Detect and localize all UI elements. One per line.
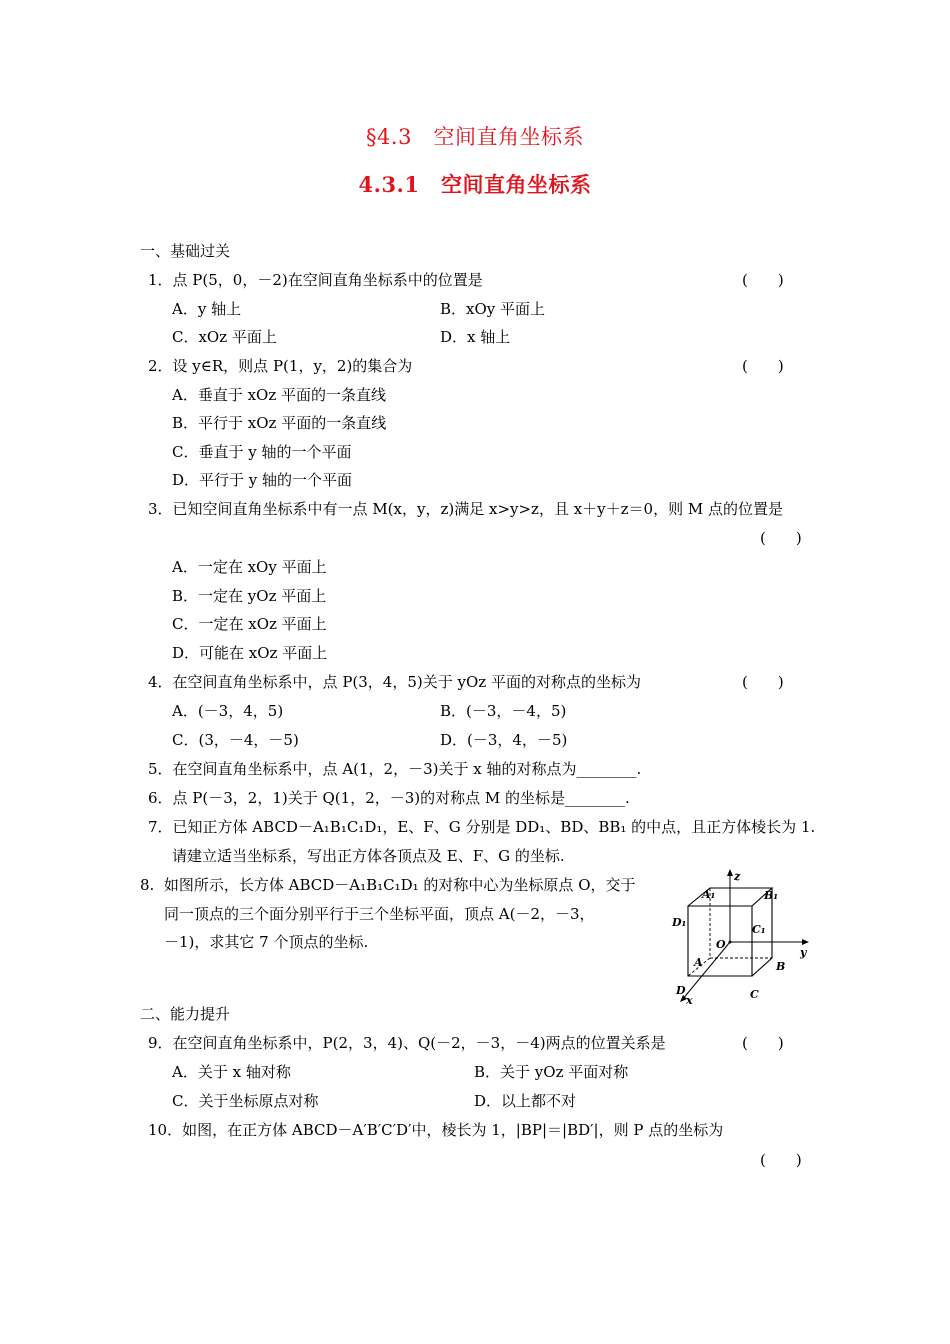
question-2-option-d: D．平行于 y 轴的一个平面 [172, 471, 353, 489]
part-heading-advanced: 二、能力提升 [140, 1005, 231, 1023]
label-a1: A₁ [702, 888, 716, 901]
question-3-stem: 3．已知空间直角坐标系中有一点 M(x，y，z)满足 x>y>z，且 x＋y＋z＝0，则 M 点的位置是 [148, 500, 783, 518]
label-c: C [750, 988, 759, 1001]
label-c1: C₁ [752, 923, 766, 936]
question-7-line-2: 请建立适当坐标系，写出正方体各顶点及 E、F、G 的坐标. [172, 847, 565, 865]
question-8-line-2: 同一顶点的三个面分别平行于三个坐标平面，顶点 A(－2，－3， [164, 905, 595, 923]
question-9-answer-bracket: ( ) [742, 1034, 784, 1052]
question-1-option-a: A．y 轴上 [172, 300, 242, 318]
question-2-option-b: B．平行于 xOz 平面的一条直线 [172, 414, 387, 432]
question-4-answer-bracket: ( ) [742, 673, 784, 691]
question-2-option-a: A．垂直于 xOz 平面的一条直线 [172, 386, 387, 404]
question-6-stem: 6．点 P(－3，2，1)关于 Q(1，2，－3)的对称点 M 的坐标是________. [148, 789, 630, 807]
question-8-line-1: 8. 如图所示，长方体 ABCD－A₁B₁C₁D₁ 的对称中心为坐标原点 O，交于 [140, 876, 636, 894]
question-1-option-b: B．xOy 平面上 [440, 300, 546, 318]
question-9-option-a: A．关于 x 轴对称 [172, 1063, 291, 1081]
question-4-option-c: C．(3，－4，－5) [172, 731, 299, 749]
axis-label-z: z [734, 870, 741, 883]
question-9-option-b: B．关于 yOz 平面对称 [474, 1063, 629, 1081]
question-1-answer-bracket: ( ) [742, 271, 784, 289]
question-3-option-c: C．一定在 xOz 平面上 [172, 615, 327, 633]
label-b1: B₁ [764, 889, 779, 902]
label-d: D [676, 984, 686, 997]
question-9-stem: 9．在空间直角坐标系中，P(2，3，4)、Q(－2，－3，－4)两点的位置关系是 [148, 1034, 666, 1052]
question-3-option-b: B．一定在 yOz 平面上 [172, 587, 327, 605]
label-d1: D₁ [672, 916, 687, 929]
question-5-stem: 5．在空间直角坐标系中，点 A(1，2，－3)关于 x 轴的对称点为________. [148, 760, 642, 778]
question-3-answer-bracket: ( ) [760, 529, 802, 547]
question-4-option-b: B．(－3，－4，5) [440, 702, 567, 720]
question-7-line-1: 7．已知正方体 ABCD－A₁B₁C₁D₁，E、F、G 分别是 DD₁、BD、BB₁ 的中点，且正方体棱长为 1. [148, 818, 816, 836]
cuboid-coordinate-figure [668, 866, 816, 1006]
question-9-option-d: D．以上都不对 [474, 1092, 577, 1110]
question-1-option-c: C．xOz 平面上 [172, 328, 277, 346]
axis-label-x: x [686, 994, 693, 1006]
question-1-stem: 1．点 P(5，0，－2)在空间直角坐标系中的位置是 [148, 271, 483, 289]
question-8-line-3: －1)，求其它 7 个顶点的坐标. [164, 933, 369, 951]
label-b: B [776, 960, 786, 973]
question-9-option-c: C．关于坐标原点对称 [172, 1092, 319, 1110]
question-4-option-a: A．(－3，4，5) [172, 702, 284, 720]
question-3-option-a: A．一定在 xOy 平面上 [172, 558, 327, 576]
question-4-option-d: D．(－3，4，－5) [440, 731, 568, 749]
question-4-stem: 4．在空间直角坐标系中，点 P(3，4，5)关于 yOz 平面的对称点的坐标为 [148, 673, 641, 691]
label-o: O [716, 938, 726, 951]
question-10-answer-bracket: ( ) [760, 1151, 802, 1169]
question-2-stem: 2．设 y∈R，则点 P(1，y，2)的集合为 [148, 357, 413, 375]
question-2-answer-bracket: ( ) [742, 357, 784, 375]
subsection-title: 4.3.1 空间直角坐标系 [358, 172, 592, 197]
part-heading-basic: 一、基础过关 [140, 242, 231, 260]
label-a: A [694, 956, 703, 969]
axis-label-y: y [800, 946, 807, 959]
question-10-stem: 10．如图，在正方体 ABCD－A′B′C′D′中，棱长为 1，|BP|＝|BD′|，则 P 点的坐标为 [148, 1121, 724, 1139]
question-2-option-c: C．垂直于 y 轴的一个平面 [172, 443, 352, 461]
section-title: §4.3 空间直角坐标系 [366, 125, 584, 149]
question-1-option-d: D．x 轴上 [440, 328, 511, 346]
question-3-option-d: D．可能在 xOz 平面上 [172, 644, 328, 662]
